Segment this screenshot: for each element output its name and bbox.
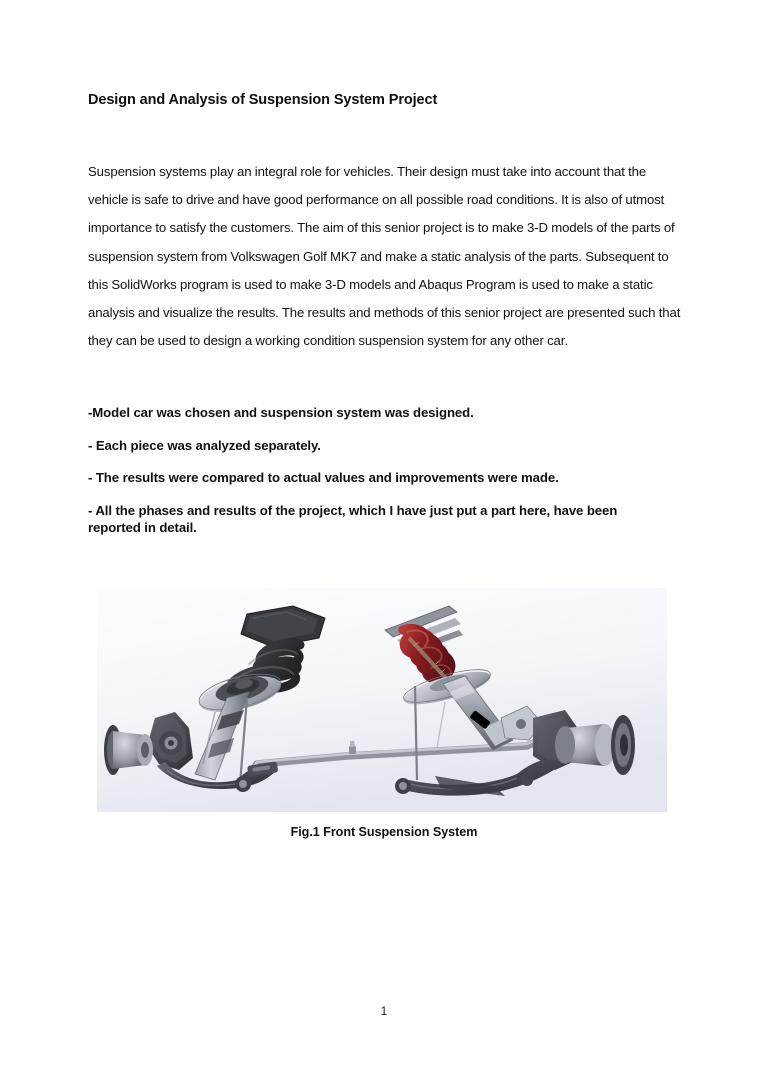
abstract-paragraph: Suspension systems play an integral role for vehicles. Their design must take into account that the vehicle is safe to drive and have good performance on all possible road conditions. It is also of utmost importance to satisfy the customers. The aim of this senior project is to make 3-D models of the parts of suspension system from Volkswagen Golf MK7 and make a static analysis of the parts. Subsequent to this SolidWorks program is used to make 3-D models and Abaqus Program is used to make a static analysis and visualize the results. The results and methods of this senior project are presented such that they can be used to design a working condition suspension system for any other car. bbox=[88, 164, 681, 349]
list-item: - All the phases and results of the project, which I have just put a part here, have been reported in detail. bbox=[88, 502, 618, 535]
page-title: Design and Analysis of Suspension System Project bbox=[88, 92, 438, 108]
summary-bullet-list bbox=[88, 355, 684, 536]
document-body bbox=[88, 0, 684, 536]
list-item: - Each piece was analyzed separately. bbox=[88, 437, 321, 453]
figure-1 bbox=[97, 588, 667, 812]
figure-caption: Fig.1 Front Suspension System bbox=[290, 825, 478, 839]
page-number: 1 bbox=[380, 1004, 388, 1018]
list-item: - The results were compared to actual values and improvements were made. bbox=[88, 470, 559, 486]
suspension-system-image bbox=[97, 588, 667, 812]
suspension-cad-illustration bbox=[97, 588, 667, 812]
list-item: -Model car was chosen and suspension system was designed. bbox=[88, 405, 474, 421]
